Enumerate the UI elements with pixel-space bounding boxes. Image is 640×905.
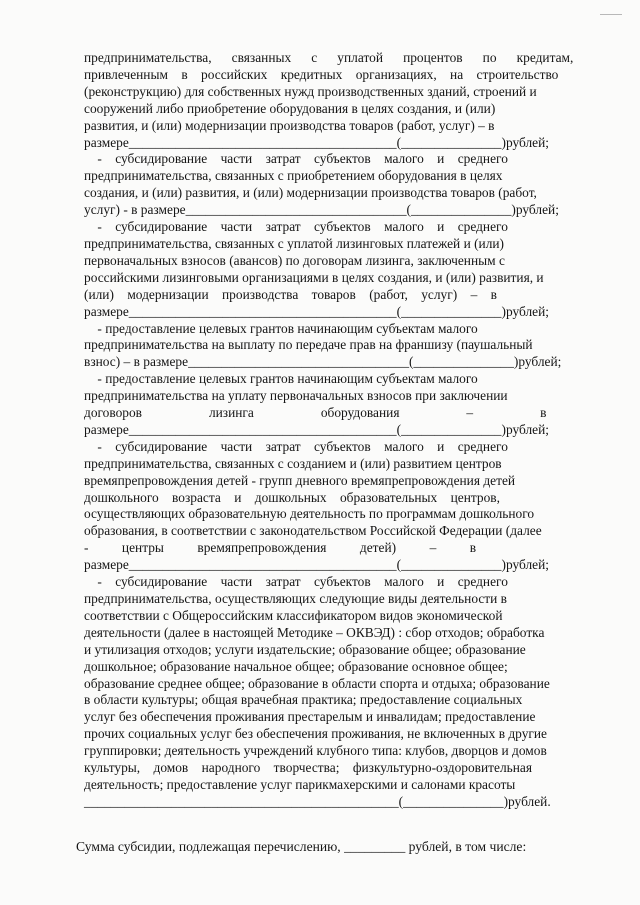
text-line: - субсидирование части затрат субъектов малого и среднего	[84, 438, 508, 454]
paragraph-1	[84, 50, 602, 151]
document-body	[76, 50, 602, 856]
text-line: предпринимательства на уплату первоначальных взносов при заключении	[84, 388, 508, 404]
text-line: услуг) - в размере_________________________________(_______________)рублей;	[84, 202, 559, 218]
text-line: дошкольного возраста и дошкольных образовательных центров,	[84, 489, 500, 505]
text-line: взнос) – в размере_________________________________(_______________)рублей;	[84, 354, 562, 370]
text-line: сооружений либо приобретение оборудования в целях создания, и (или)	[84, 100, 496, 116]
text-line: первоначальных взносов (авансов) по договорам лизинга, заключенным с	[84, 252, 505, 268]
text-line: осуществляющих образовательную деятельность по программам дошкольного	[84, 506, 535, 522]
text-line: предпринимательства, осуществляющих следующие виды деятельности в	[84, 591, 507, 606]
text-line: - субсидирование части затрат субъектов малого и среднего	[84, 219, 508, 235]
text-line: деятельность; предоставление услуг парикмахерскими и салонами красоты	[84, 776, 516, 792]
spacer	[84, 811, 602, 831]
paragraph-2	[84, 151, 602, 219]
text-line: (или) модернизации производства товаров (работ, услуг) – в	[84, 286, 497, 302]
text-line: предпринимательства, связанных с уплатой лизинговых платежей и (или)	[84, 235, 505, 251]
text-line: - предоставление целевых грантов начинающим субъектам малого	[84, 371, 478, 387]
text-line: - субсидирование части затрат субъектов малого и среднего	[84, 574, 508, 590]
text-line: привлеченным в российских кредитных организациях, на строительство	[84, 66, 559, 82]
paragraph-5	[84, 371, 602, 439]
text-line: деятельности (далее в настоящей Методике – ОКВЭД) : сбор отходов; обработка	[84, 624, 545, 640]
text-line: предпринимательства на выплату по передаче прав на франшизу (паушальный	[84, 337, 533, 353]
text-line: соответствии с Общероссийским классификатором видов экономической	[84, 607, 503, 623]
text-line: создания, и (или) развития, и (или) модернизации производства товаров (работ,	[84, 185, 537, 201]
text-line: - центры времяпрепровождения детей) – в	[84, 540, 477, 556]
text-line: предпринимательства, связанных с уплатой процентов по кредитам,	[84, 50, 574, 65]
text-line: договоров лизинга оборудования – в	[84, 405, 547, 421]
paragraph-3	[84, 219, 602, 320]
text-line: и утилизация отходов; услуги издательские; образование общее; образование	[84, 641, 526, 657]
text-line: услуг без обеспечения проживания престарелым и инвалидам; предоставление	[84, 709, 536, 725]
scan-corner-mark	[600, 14, 622, 15]
text-line: _______________________________________________(_______________)рублей.	[84, 793, 551, 809]
text-line: предпринимательства, связанных с приобретением оборудования в целях	[84, 168, 503, 184]
paragraph-7	[84, 574, 602, 811]
text-line: - субсидирование части затрат субъектов малого и среднего	[84, 151, 508, 167]
paragraph-6	[84, 439, 602, 574]
text-line: (реконструкцию) для собственных нужд производственных зданий, строений и	[84, 83, 537, 99]
text-line: развития, и (или) модернизации производства товаров (работ, услуг) – в	[84, 117, 495, 133]
text-line: образования, в соответствии с законодательством Российской Федерации (далее	[84, 523, 542, 539]
text-line: времяпрепровождения детей - групп дневного времяпрепровождения детей	[84, 472, 516, 488]
text-line: размере________________________________________(_______________)рублей;	[84, 421, 549, 437]
text-line: в области культуры; общая врачебная практика; предоставление социальных	[84, 692, 523, 708]
text-line: группировки; деятельность учреждений клубного типа: клубов, дворцов и домов	[84, 743, 547, 759]
text-line: российскими лизинговыми организациями в целях создания, и (или) развития, и	[84, 269, 544, 285]
text-line: дошкольное; образование начальное общее; образование основное общее;	[84, 658, 508, 674]
text-line: размере________________________________________(_______________)рублей;	[84, 134, 549, 150]
subsidy-total-line: Сумма субсидии, подлежащая перечислению, _________ рублей, в том числе:	[76, 838, 527, 854]
text-line: размере________________________________________(_______________)рублей;	[84, 303, 549, 319]
text-line: предпринимательства, связанных с созданием и (или) развитием центров	[84, 455, 502, 471]
text-line: размере________________________________________(_______________)рублей;	[84, 557, 549, 573]
text-line: образование среднее общее; образование в области спорта и отдыха; образование	[84, 675, 550, 691]
text-line: - предоставление целевых грантов начинающим субъектам малого	[84, 320, 478, 336]
paragraph-4	[84, 321, 602, 372]
text-line: прочих социальных услуг без обеспечения проживания, не включенных в другие	[84, 726, 547, 742]
text-line: культуры, домов народного творчества; физкультурно-оздоровительная	[84, 760, 533, 776]
